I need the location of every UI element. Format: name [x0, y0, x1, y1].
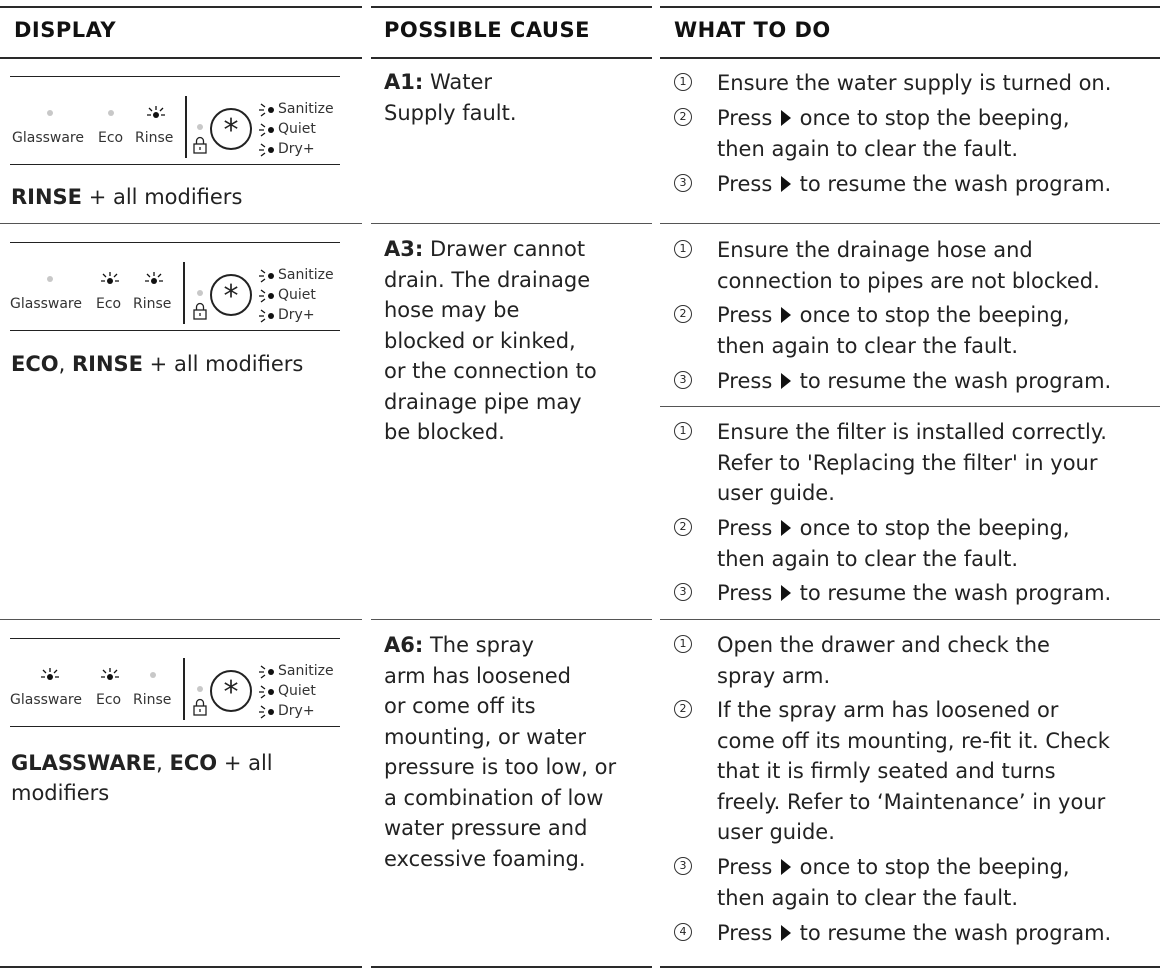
step-text: once to stop the beeping,: [799, 303, 1070, 327]
step-line: Ensure the filter is installed correctly.: [717, 420, 1107, 444]
header-display: DISPLAY: [14, 18, 117, 42]
display-caption: [11, 182, 242, 212]
display-code: ECO: [169, 751, 218, 775]
step-line: [717, 103, 1167, 134]
step-line: that it is firmly seated and turns: [717, 759, 1056, 783]
eco-label: Eco: [98, 130, 124, 146]
panel-rule: [10, 164, 340, 165]
display-separator: ,: [58, 352, 72, 376]
play-triangle-icon: [781, 373, 791, 389]
modifier-lit-icon: [258, 308, 276, 324]
step-line: [717, 918, 1167, 949]
lock-indicator-dot: [197, 686, 203, 692]
step-number: 3: [674, 371, 692, 389]
step-number: 1: [674, 422, 692, 440]
cause-line: drainage pipe may: [384, 389, 582, 414]
step-line: user guide.: [717, 481, 835, 505]
eco-indicator: [98, 666, 118, 684]
sub-row-divider: [660, 406, 1160, 407]
modifier-lit-icon: [258, 664, 276, 680]
cause-line: hose may be: [384, 298, 520, 322]
glassware-indicator: [38, 666, 58, 684]
step-line: Ensure the water supply is turned on.: [717, 71, 1112, 95]
cause-line: The spray: [423, 633, 534, 657]
row-divider: [371, 619, 652, 620]
panel-rule: [10, 726, 340, 727]
play-triangle-icon: [781, 859, 791, 875]
play-triangle-icon: [781, 176, 791, 192]
play-triangle-icon: [781, 925, 791, 941]
sanitize-label: Sanitize: [278, 267, 334, 283]
display-suffix: + all modifiers: [143, 352, 304, 376]
step-text: once to stop the beeping,: [799, 855, 1070, 879]
quiet-label: Quiet: [278, 121, 316, 137]
indicator-off-dot: [47, 276, 53, 282]
panel-separator: [183, 262, 185, 324]
modifier-lit-icon: [258, 122, 276, 138]
glassware-label: Glassware: [12, 130, 84, 146]
cause-line: excessive foaming.: [384, 846, 586, 871]
step-number: 2: [674, 305, 692, 323]
lock-icon: [193, 302, 207, 320]
display-caption: [11, 748, 273, 808]
press-word: Press: [717, 172, 773, 196]
header-bottom-rule: [0, 57, 362, 59]
step-number: 3: [674, 857, 692, 875]
cause-text: [384, 630, 649, 874]
control-panel-display: [10, 76, 340, 166]
cause-line: a combination of low: [384, 785, 604, 810]
lock-indicator-dot: [197, 124, 203, 130]
step-line: If the spray arm has loosened or: [717, 698, 1059, 722]
cause-line: blocked or kinked,: [384, 328, 576, 353]
press-word: Press: [717, 516, 773, 540]
eco-indicator: [98, 270, 118, 288]
table-bottom-rule: [371, 966, 652, 968]
glassware-indicator: [40, 270, 60, 288]
press-word: Press: [717, 303, 773, 327]
indicator-off-dot: [150, 672, 156, 678]
glassware-indicator: [40, 104, 60, 122]
panel-separator: [183, 658, 185, 720]
step-text: to resume the wash program.: [799, 581, 1112, 605]
dry-label: Dry+: [278, 703, 315, 719]
step-line: then again to clear the fault.: [717, 885, 1019, 910]
play-triangle-icon: [781, 110, 791, 126]
modifier-lit-icon: [258, 102, 276, 118]
glassware-label: Glassware: [10, 692, 82, 708]
header-top-rule: [660, 6, 1160, 8]
step-text: to resume the wash program.: [799, 369, 1112, 393]
press-word: Press: [717, 921, 773, 945]
step-number: 2: [674, 700, 692, 718]
play-triangle-icon: [781, 307, 791, 323]
control-panel-display: [10, 242, 340, 332]
cause-line: or the connection to: [384, 359, 597, 383]
fault-code: A3:: [384, 237, 424, 261]
panel-rule: [10, 76, 340, 77]
glassware-label: Glassware: [10, 296, 82, 312]
cause-line: Water: [423, 70, 493, 94]
display-caption: [11, 349, 303, 379]
sanitize-label: Sanitize: [278, 663, 334, 679]
step-line: Refer to 'Replacing the filter' in your: [717, 450, 1098, 475]
cause-text: [384, 234, 649, 448]
step-text: to resume the wash program.: [799, 172, 1112, 196]
step-line: spray arm.: [717, 663, 831, 688]
panel-rule: [10, 638, 340, 639]
row-divider: [0, 619, 362, 620]
indicator-off-dot: [108, 110, 114, 116]
control-panel-display: [10, 638, 340, 728]
dry-label: Dry+: [278, 307, 315, 323]
row-divider: [0, 223, 362, 224]
header-top-rule: [0, 6, 362, 8]
rinse-indicator: [143, 666, 163, 684]
step-line: then again to clear the fault.: [717, 136, 1019, 161]
indicator-lit-icon: [144, 104, 168, 122]
display-code: GLASSWARE: [11, 751, 157, 775]
header-bottom-rule: [371, 57, 652, 59]
step-number: 1: [674, 635, 692, 653]
display-suffix: modifiers: [11, 781, 110, 805]
step-line: come off its mounting, re-fit it. Check: [717, 728, 1110, 753]
display-code: RINSE: [11, 185, 83, 209]
step-line: then again to clear the fault.: [717, 546, 1019, 571]
header-top-rule: [371, 6, 652, 8]
modifier-lit-icon: [258, 268, 276, 284]
step-text: to resume the wash program.: [799, 921, 1112, 945]
step-line: [717, 300, 1167, 331]
step-number: 1: [674, 73, 692, 91]
row-divider: [660, 619, 1160, 620]
step-line: user guide.: [717, 820, 835, 844]
play-triangle-icon: [781, 585, 791, 601]
eco-label: Eco: [96, 296, 122, 312]
step-line: Ensure the drainage hose and: [717, 238, 1033, 262]
press-word: Press: [717, 106, 773, 130]
fault-code: A1:: [384, 70, 424, 94]
step-number: 1: [674, 240, 692, 258]
cause-line: mounting, or water: [384, 724, 586, 749]
step-line: then again to clear the fault.: [717, 333, 1019, 358]
cause-line: Drawer cannot: [423, 237, 586, 261]
step-text: once to stop the beeping,: [799, 106, 1070, 130]
panel-rule: [10, 242, 340, 243]
sanitize-label: Sanitize: [278, 101, 334, 117]
cause-line: drain. The drainage: [384, 267, 591, 292]
cause-text: [384, 67, 649, 128]
modifier-lit-icon: [258, 142, 276, 158]
cause-line: Supply fault.: [384, 100, 517, 125]
table-bottom-rule: [0, 966, 362, 968]
step-line: [717, 169, 1167, 200]
step-number: 3: [674, 174, 692, 192]
header-bottom-rule: [660, 57, 1160, 59]
rinse-label: Rinse: [133, 692, 172, 708]
step-text: once to stop the beeping,: [799, 516, 1070, 540]
step-number: 2: [674, 108, 692, 126]
header-what-to-do: WHAT TO DO: [674, 18, 831, 42]
lock-icon: [193, 136, 207, 154]
start-star-icon: *: [210, 274, 252, 316]
display-separator: ,: [156, 751, 170, 775]
press-word: Press: [717, 581, 773, 605]
step-line: [717, 578, 1167, 609]
press-word: Press: [717, 369, 773, 393]
modifier-lit-icon: [258, 288, 276, 304]
cause-line: or come off its: [384, 694, 536, 718]
display-code: RINSE: [71, 352, 143, 376]
panel-rule: [10, 330, 340, 331]
step-number: 2: [674, 518, 692, 536]
indicator-lit-icon: [142, 270, 166, 288]
step-line: connection to pipes are not blocked.: [717, 268, 1100, 293]
rinse-label: Rinse: [135, 130, 174, 146]
fault-code: A6:: [384, 633, 424, 657]
start-star-icon: *: [210, 108, 252, 150]
quiet-label: Quiet: [278, 287, 316, 303]
cause-line: be blocked.: [384, 420, 505, 444]
row-divider: [371, 223, 652, 224]
play-triangle-icon: [781, 520, 791, 536]
table-bottom-rule: [660, 966, 1160, 968]
header-possible-cause: POSSIBLE CAUSE: [384, 18, 590, 42]
rinse-indicator: [142, 270, 162, 288]
step-number: 3: [674, 583, 692, 601]
step-line: [717, 513, 1167, 544]
quiet-label: Quiet: [278, 683, 316, 699]
display-code: ECO: [11, 352, 59, 376]
cause-line: water pressure and: [384, 816, 588, 840]
step-line: [717, 852, 1167, 883]
display-suffix: + all: [217, 751, 273, 775]
eco-label: Eco: [96, 692, 122, 708]
step-line: [717, 366, 1167, 397]
lock-indicator-dot: [197, 290, 203, 296]
row-divider: [660, 223, 1160, 224]
indicator-lit-icon: [38, 666, 62, 684]
step-number: 4: [674, 923, 692, 941]
cause-line: arm has loosened: [384, 663, 572, 688]
press-word: Press: [717, 855, 773, 879]
step-line: freely. Refer to ‘Maintenance’ in your: [717, 789, 1106, 814]
panel-separator: [185, 96, 187, 158]
rinse-indicator: [144, 104, 164, 122]
rinse-label: Rinse: [133, 296, 172, 312]
modifier-lit-icon: [258, 684, 276, 700]
step-line: Open the drawer and check the: [717, 633, 1050, 657]
indicator-off-dot: [47, 110, 53, 116]
lock-icon: [193, 698, 207, 716]
display-suffix: + all modifiers: [82, 185, 243, 209]
cause-line: pressure is too low, or: [384, 755, 617, 779]
modifier-lit-icon: [258, 704, 276, 720]
dry-label: Dry+: [278, 141, 315, 157]
indicator-lit-icon: [98, 666, 122, 684]
eco-indicator: [101, 104, 121, 122]
start-star-icon: *: [210, 670, 252, 712]
indicator-lit-icon: [98, 270, 122, 288]
